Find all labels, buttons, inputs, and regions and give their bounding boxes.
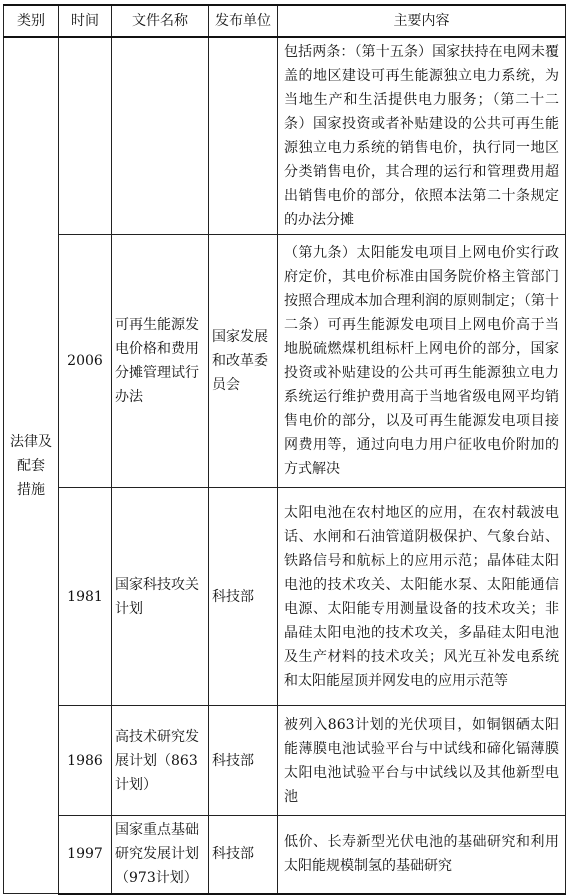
header-time: 时间 [59, 5, 112, 37]
file-name-cell: 国家重点基础研究发展计划（973计划） [112, 816, 209, 894]
time-cell: 1981 [59, 488, 112, 706]
file-name-cell [112, 37, 209, 235]
category-line: 配套 [17, 457, 45, 474]
header-file-name: 文件名称 [112, 5, 209, 37]
time-cell [59, 37, 112, 235]
category-cell [4, 37, 59, 894]
policy-table [3, 4, 566, 895]
file-name-cell: 高技术研究发展计划（863计划） [112, 706, 209, 816]
table-row [4, 37, 566, 235]
table-row [4, 235, 566, 488]
table-row [4, 816, 566, 894]
file-name-cell: 可再生能源发电价格和费用分摊管理试行办法 [112, 235, 209, 488]
time-cell: 1997 [59, 816, 112, 894]
header-category: 类别 [4, 5, 59, 37]
content-cell: 太阳电池在农村地区的应用，在农村载波电话、水闸和石油管道阴极保护、气象台站、铁路信号和航标上的应用示范；晶体硅太阳电池的技术攻关、太阳能水泵、太阳能通信电源、太阳能专用测量设备的技术攻关；非晶硅太阳电池的技术攻关，多晶硅太阳电池及生产材料的技术攻关；风光互补发电系统和太阳能屋顶并网发电的应用示范等 [278, 488, 566, 706]
issuer-cell: 国家发展和改革委员会 [209, 235, 278, 488]
time-cell: 1986 [59, 706, 112, 816]
header-content: 主要内容 [278, 5, 566, 37]
category-line: 法律及 [10, 433, 52, 450]
table-row [4, 488, 566, 706]
content-cell: 低价、长寿新型光伏电池的基础研究和利用太阳能规模制氢的基础研究 [278, 816, 566, 894]
table-header-row [4, 5, 566, 37]
issuer-cell [209, 37, 278, 235]
issuer-cell: 科技部 [209, 706, 278, 816]
content-cell: 被列入863计划的光伏项目，如铜铟硒太阳能薄膜电池试验平台与中试线和碲化镉薄膜太阳电池试验平台与中试线以及其他新型电池 [278, 706, 566, 816]
header-issuer: 发布单位 [209, 5, 278, 37]
file-name-cell: 国家科技攻关计划 [112, 488, 209, 706]
category-line: 措施 [17, 481, 45, 498]
table-row [4, 706, 566, 816]
issuer-cell: 科技部 [209, 816, 278, 894]
issuer-cell: 科技部 [209, 488, 278, 706]
time-cell: 2006 [59, 235, 112, 488]
content-cell: （第九条）太阳能发电项目上网电价实行政府定价，其电价标准由国务院价格主管部门按照合理成本加合理利润的原则制定；（第十二条）可再生能源发电项目上网电价高于当地脱硫燃煤机组标杆上网电价的部分，国家投资或补贴建设的公共可再生能源独立电力系统运行维护费用高于当地省级电网平均销售电价的部分，以及可再生能源发电项目接网费用等，通过向电力用户征收电价附加的方式解决 [278, 235, 566, 488]
content-cell: 包括两条：（第十五条）国家扶持在电网未覆盖的地区建设可再生能源独立电力系统，为当地生产和生活提供电力服务；（第二十二条）国家投资或者补贴建设的公共可再生能源独立电力系统的销售电价，执行同一地区分类销售电价，其合理的运行和管理费用超出销售电价的部分，依照本法第二十条规定的办法分摊 [278, 37, 566, 235]
